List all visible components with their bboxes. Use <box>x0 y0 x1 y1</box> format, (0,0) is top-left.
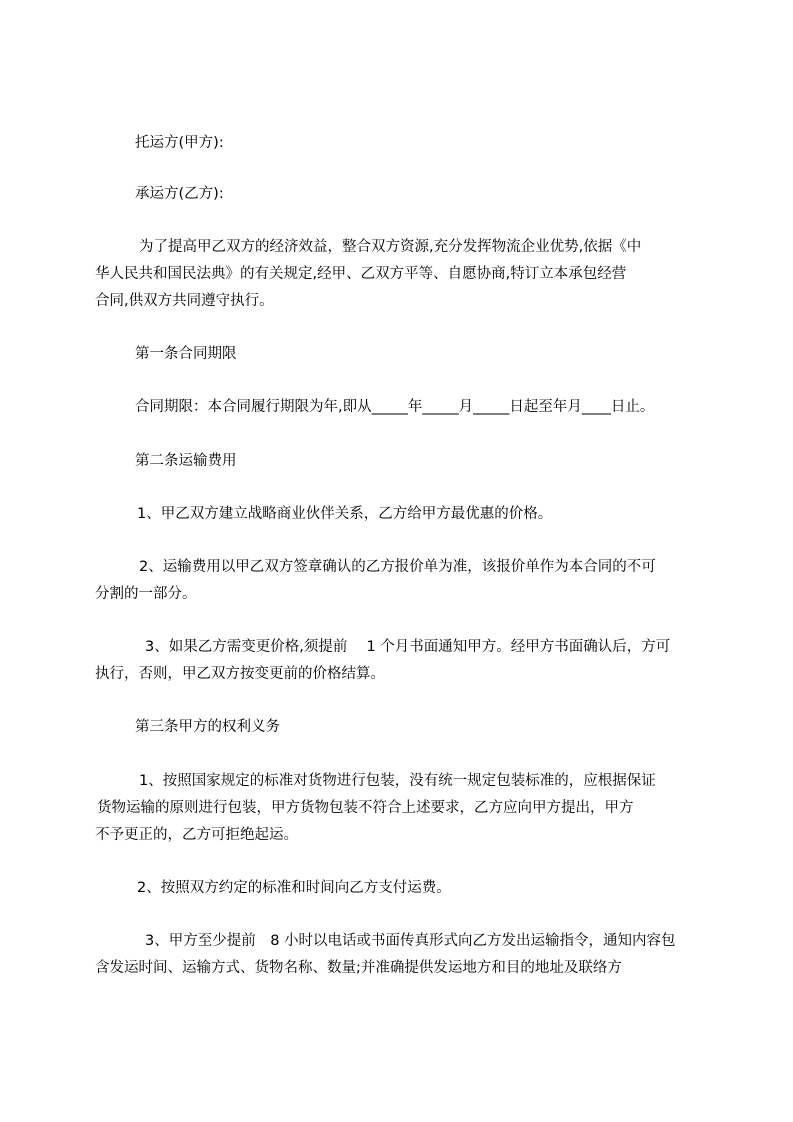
article-2-clause-2-line-1: 2、运输费用以甲乙双方签章确认的乙方报价单为准，该报价单作为本合同的不可 <box>139 559 656 575</box>
article-3-clause-1-line-2: 货物运输的原则进行包装，甲方货物包装不符合上述要求，乙方应向甲方提出，甲方 <box>97 800 634 816</box>
article-3-clause-3-line-2: 含发运时间、运输方式、货物名称、数量;并准确提供发运地方和目的地址及联络方 <box>95 960 622 976</box>
preamble-line-2: 华人民共和国民法典》的有关规定,经甲、乙双方平等、自愿协商,特订立本承包经营 <box>95 266 627 282</box>
shipper-party-line: 托运方(甲方): <box>135 135 224 151</box>
article-3-heading: 第三条甲方的权利义务 <box>135 719 280 735</box>
carrier-party-line: 承运方(乙方): <box>135 186 224 202</box>
article-2-heading: 第二条运输费用 <box>135 453 237 469</box>
article-2-clause-3-line-2: 执行，否则，甲乙双方按变更前的价格结算。 <box>95 666 385 682</box>
article-1-heading: 第一条合同期限 <box>135 346 237 362</box>
article-2-clause-1: 1、甲乙双方建立战略商业伙伴关系，乙方给甲方最优惠的价格。 <box>137 506 553 522</box>
article-2-clause-2-line-2: 分割的一部分。 <box>95 586 197 602</box>
article-3-clause-2: 2、按照双方约定的标准和时间向乙方支付运费。 <box>137 880 451 896</box>
article-3-clause-1-line-1: 1、按照国家规定的标准对货物进行包装，没有统一规定包装标准的，应根据保证 <box>139 773 656 789</box>
preamble-line-3: 合同,供双方共同遵守执行。 <box>95 293 274 309</box>
contract-term-line: 合同期限：本合同履行期限为年,即从_____年_____月_____日起至年月____日止。 <box>135 399 655 415</box>
preamble-line-1: 为了提高甲乙双方的经济效益，整合双方资源,充分发挥物流企业优势,依据《中 <box>139 239 642 255</box>
article-3-clause-1-line-3: 不予更正的，乙方可拒绝起运。 <box>95 827 298 843</box>
article-2-clause-3-line-1: 3、如果乙方需变更价格,须提前 1 个月书面通知甲方。经甲方书面确认后，方可 <box>145 639 671 655</box>
article-3-clause-3-line-1: 3、甲方至少提前 8 小时以电话或书面传真形式向乙方发出运输指令，通知内容包 <box>145 933 676 949</box>
